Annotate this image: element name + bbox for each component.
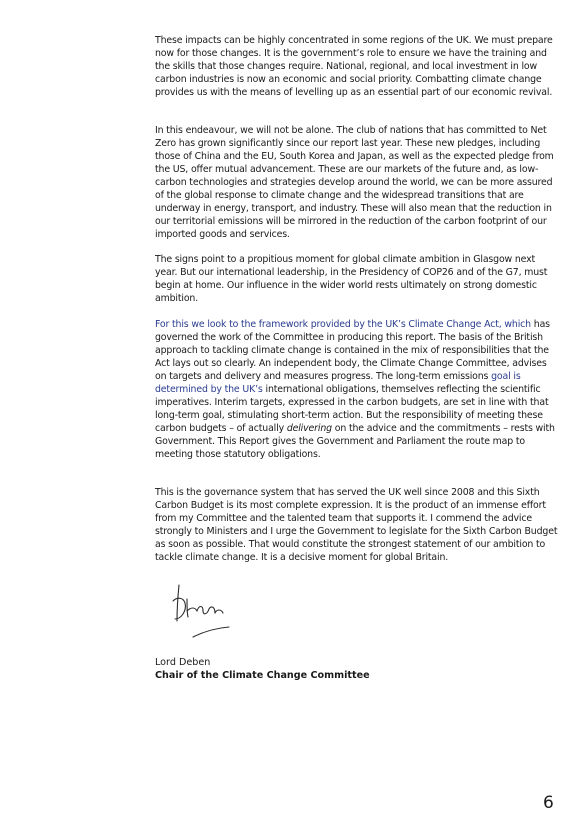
handwritten-signature [165,583,235,643]
paragraph-text-highlight: For this we look to the framework provided by the UK’s Climate Change Act, which [155,319,531,330]
paragraph-glasgow [155,253,559,305]
paragraph-text: has governed the work of the Committee in producing this report. The basis of the British approach to tackling climate change is contained in the mix of responsibilities that the Act lays out so clearly. An independent body, the Climate Change Committee, advises on targets and delivery and measures progress. The long-term emissions [155,319,550,382]
paragraph-text-highlight: goal is determined by the UK’s [155,371,521,395]
paragraph-text-emphasis: delivering [286,423,332,434]
paragraph-governance [155,486,559,564]
paragraph-text: This is the governance system that has served the UK well since 2008 and this Sixth Carbon Budget is its most complete expression. It is the product of an immense effort from my Committee and the talented team that supports it. I commend the advice strongly to Ministers and I urge the Government to legislate for the Sixth Carbon Budget as soon as possible. That would constitute the strongest statement of our ambition to tackle climate change. It is a decisive moment for global Britain. [155,487,558,563]
paragraph-text: The signs point to a propitious moment for global climate ambition in Glasgow next year. But our international leadership, in the Presidency of COP26 and of the G7, must begin at home. Our influence in the wider world rests ultimately on strong domestic ambition. [155,254,548,304]
paragraph-international-club [155,124,559,241]
page-number: 6 [543,793,554,813]
paragraph-text: In this endeavour, we will not be alone. The club of nations that has committed to Net Zero has grown significantly since our report last year. These new pledges, including those of China and the EU, South Korea and Japan, as well as the expected pledge from the US, offer mutual advancement. These are our markets of the future and, as low-carbon technologies and strategies develop around the world, we can be more assured of the global response to climate change and the widespread transitions that are underway in energy, transport, and industry. These will also mean that the reduction in our territorial emissions will be mirrored in the reduction of the carbon footprint of our imported goods and services. [155,125,554,240]
paragraph-text: on the advice and the commitments – rests with Government. This Report gives the Government and Parliament the route map to meeting those statutory obligations. [155,423,555,460]
paragraph-regional-impacts [155,34,559,99]
signer-name: Lord Deben [155,657,211,668]
paragraph-climate-change-act [155,318,559,461]
signer-title: Chair of the Climate Change Committee [155,670,370,681]
paragraph-text: international obligations, themselves reflecting the scientific imperatives. Interim targets, expressed in the carbon budgets, are set in line with that long-term goal, stimulating short-term action. But the responsibility of meeting these carbon budgets – of actually [155,384,549,434]
paragraph-text: These impacts can be highly concentrated in some regions of the UK. We must prepare now for those changes. It is the government’s role to ensure we have the training and the skills that those changes require. National, regional, and local investment in low carbon industries is now an economic and social priority. Combatting climate change provides us with the means of levelling up as an essential part of our economic revival. [155,35,553,98]
